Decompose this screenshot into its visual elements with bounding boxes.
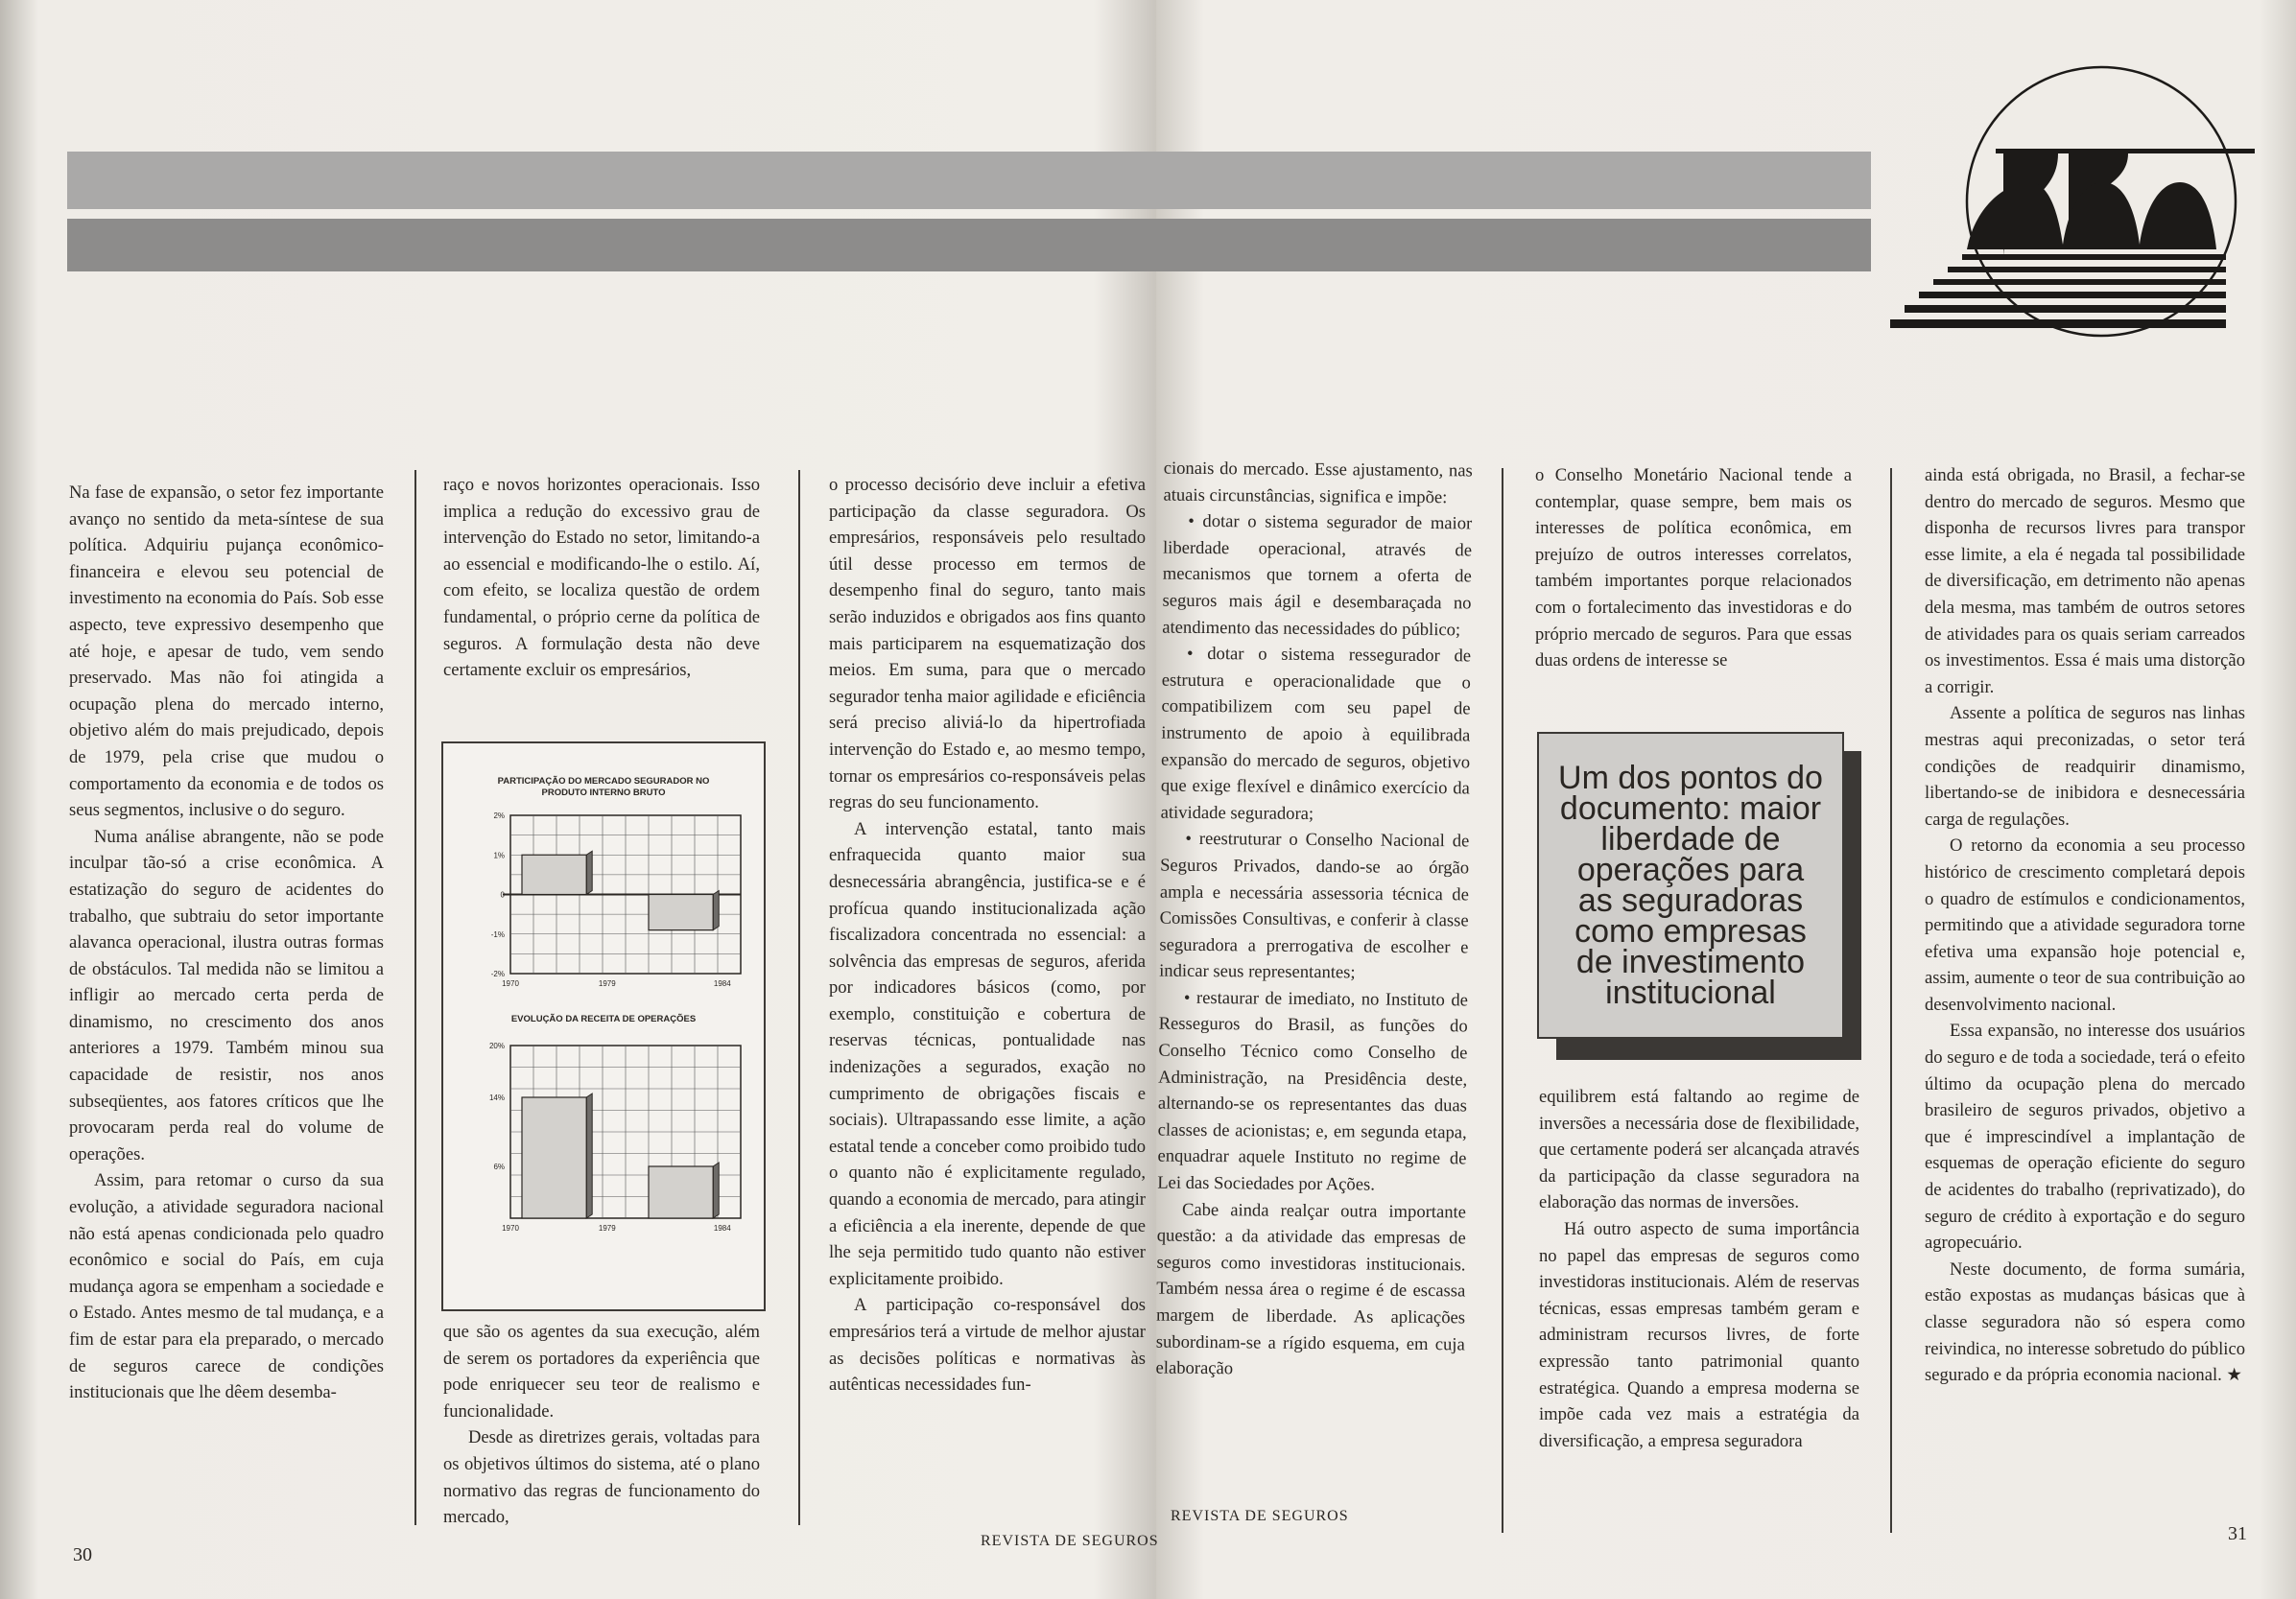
text-column-1 <box>69 480 384 1535</box>
page-number-left: 30 <box>73 1544 92 1565</box>
bar <box>522 855 586 894</box>
bar <box>649 1166 713 1218</box>
column-rule <box>798 470 800 1525</box>
y-tick-label: -2% <box>490 970 505 978</box>
bar <box>649 895 713 930</box>
paragraph: equilibrem está faltando ao regime de inversões a necessária dose de flexibilidade, que certamente poderá ser alcançada através da participação da classe seguradora na elaboração das normas de inversões. <box>1539 1087 1859 1213</box>
paragraph: que são os agentes da sua execução, além de serem os portadores da experiência que pode enriquecer seu teor de realismo e funcionalidade. <box>443 1322 760 1422</box>
x-tick-label: 1979 <box>598 979 616 988</box>
y-tick-label: 14% <box>488 1093 505 1102</box>
pull-quote-text: Um dos pontos do documento: maior liberdade de operações para as seguradoras como empresas de investimento institucional <box>1558 760 1823 1011</box>
paragraph: O retorno da economia a seu processo histórico de crescimento completará depois o quadro de estímulos e condicionamentos, permitindo que a atividade seguradora torne efetiva uma expansão hoje potencial e, assim, aumente o teor de sua contribuição ao desenvolvimento nacional. <box>1925 835 2245 1015</box>
paragraph: Assente a política de seguros nas linhas mestras aqui preconizadas, o setor terá condições de readquirir dinamismo, libertando-se de inibidora e desnecessária carga de regulações. <box>1925 703 2245 830</box>
x-tick-label: 1979 <box>598 1224 616 1233</box>
bar-side <box>713 891 719 930</box>
bullet-item: • dotar o sistema ressegurador de estrutura e operacionalidade que o compatibilizem com seu papel de instrumento de apoio à equilibrada expansão do mercado de seguros, objetivo que exige flexível e dinâmico exercício da atividade seguradora; <box>1160 643 1472 824</box>
bullet-item: • reestruturar o Conselho Nacional de Seguros Privados, dando-se ao órgão ampla e necessária assessoria técnica de Comissões Consultivas, e conferir à classe seguradora a prerrogativa de escolher e indicar seus representantes; <box>1159 829 1470 983</box>
column-rule <box>414 470 416 1525</box>
paragraph: cionais do mercado. Esse ajustamento, nas atuais circunstâncias, significa e impõe: <box>1163 458 1473 507</box>
y-tick-label: 6% <box>493 1163 505 1171</box>
x-tick-label: 1970 <box>502 979 519 988</box>
y-tick-label: 1% <box>493 851 505 860</box>
charts-figure <box>441 741 766 1311</box>
paragraph: o Conselho Monetário Nacional tende a contemplar, quase sempre, bem mais os interesses de política econômica, em prejuízo de outros interesses correlatos, também importantes porque relacionados com o fortalecimento das investidoras e do próprio mercado de seguros. Para que essas duas ordens de interesse se <box>1535 465 1852 671</box>
pull-quote <box>1537 732 1844 1039</box>
paragraph: Desde as diretrizes gerais, voltadas para os objetivos últimos do sistema, até o plano normativo das regras de funcionamento do mercado, <box>443 1427 760 1528</box>
x-tick-label: 1984 <box>713 979 731 988</box>
paragraph: A participação co-responsável dos empresários terá a virtude de melhor ajustar as decisões políticas e normativas às autênticas necessidades fun- <box>829 1295 1146 1396</box>
text-column-5-bottom <box>1539 1084 1859 1525</box>
running-head-right: REVISTA DE SEGUROS <box>1171 1508 1349 1524</box>
page-number-right: 31 <box>2228 1523 2247 1544</box>
text-column-3 <box>829 472 1146 1527</box>
paragraph: Essa expansão, no interesse dos usuários do seguro e de toda a sociedade, terá o efeito último da ocupação plena do mercado brasileiro de seguros privados, objetivo a que é imprescindível a implantação de esquemas de operação eficiente do seguro de acidentes do trabalho (reprivatizado), do seguro de crédito à exportação e do seguro agropecuário. <box>1925 1021 2245 1254</box>
bullet-item: • dotar o sistema segurador de maior liberdade operacional, através de mecanismos que tornem a oferta de seguros mais ágil e desembaraçada no atendimento das necessidades do público; <box>1162 511 1473 640</box>
chart-title: PRODUTO INTERNO BRUTO <box>541 788 666 798</box>
paragraph: raço e novos horizontes operacionais. Isso implica a redução do excessivo grau de intervenção do Estado no setor, limitando-a ao essencial e modificando-lhe o estilo. Aí, com efeito, se localiza questão de ordem fundamental, o próprio cerne da política de seguros. A formulação desta não deve certamente excluir os empresários, <box>443 475 760 681</box>
bar-side <box>586 1093 592 1218</box>
paragraph: A intervenção estatal, tanto mais enfraquecida quanto maior sua desnecessária abrangência, justifica-se e é profícua quando institucionalizada ação fiscalizadora concentrada no essencial: a solvência das empresas de seguros, aferida por indicadores básicos (como, por exemplo, constituição e cobertura de reservas técnicas, pontualidade nas indenizações a segurados, exação no cumprimento de obrigações fiscais e sociais). Ultrapassando esse limite, a ação estatal tende a conceber como proibido tudo o quanto não é explicitamente regulado, quando a economia de mercado, para atingir a eficiência a ela inerente, depende de que lhe seja permitido tudo quanto não estiver explicitamente proibido. <box>829 818 1146 1289</box>
header-stripe-top <box>67 152 1871 209</box>
running-head-left: REVISTA DE SEGUROS <box>981 1533 1159 1549</box>
text-column-5-top <box>1535 462 1852 712</box>
bar-side <box>713 1163 719 1218</box>
bar <box>522 1097 586 1218</box>
charts-svg <box>443 743 764 1309</box>
y-tick-label: 2% <box>493 811 505 820</box>
paragraph: o processo decisório deve incluir a efetiva participação da classe seguradora. Os empresários, responsáveis pelo resultado útil desse processo em termos de desempenho final do seguro, tanto mais serão induzidos e obrigados aos fins quanto mais participarem na esquematização dos meios. Em suma, para que o mercado segurador tenha maior agilidade e eficiência será preciso aliviá-lo da hipertrofiada intervenção do Estado e, ao mesmo tempo, tornar os empresários co-responsáveis pelas regras do seu funcionamento. <box>829 475 1146 813</box>
text-column-4 <box>1154 456 1473 1528</box>
paragraph: Assim, para retomar o curso da sua evolução, a atividade seguradora nacional não está apenas condicionada pelo quadro econômico e social do País, em cuja mudança agora se empenham a sociedade e o Estado. Antes mesmo de tal mudança, e a fim de estar para ela preparado, o mercado de seguros carece de condições institucionais que lhe dêem desemba- <box>69 1170 384 1403</box>
paragraph: Na fase de expansão, o setor fez importante avanço no sentido da meta-síntese de sua política. Adquiriu pujança econômico-financeira e elevou seu potencial de investimento na economia do País. Sob esse aspecto, teve expressivo desempenho que até hoje, e apesar de tudo, vem sendo preservado. Mas não foi atingida a ocupação plena do mercado interno, objetivo além do mais prejudicado, depois de 1979, pela crise que mudou o comportamento da economia e de todos os seus segmentos, inclusive o do seguro. <box>69 482 384 821</box>
show-through-text <box>325 341 341 388</box>
x-tick-label: 1970 <box>502 1224 519 1233</box>
text-column-6 <box>1925 462 2245 1527</box>
paragraph: Neste documento, de forma sumária, estão expostas as mudanças básicas que à classe seguradora não só espera como reivindica, no interesse sobretudo do público segurado e da própria economia nacional. ★ <box>1925 1258 2245 1386</box>
y-tick-label: 0 <box>500 890 505 900</box>
y-tick-label: 20% <box>488 1042 505 1050</box>
chart-title: EVOLUÇÃO DA RECEITA DE OPERAÇÕES <box>510 1014 697 1024</box>
paragraph: Numa análise abrangente, não se pode inculpar tão-só a crise econômica. A estatização do seguro de acidentes do trabalho, que subtraiu do setor importante alavanca operacional, ilustra outras formas de obstáculos. Tal medida não se limitou a infligir ao mercado certa perda de dinamismo, no crescimento dos anos anteriores a 1979. Também minou sua capacidade de resistir, nos anos subseqüentes, aos fatores críticos que lhe provocaram perda real do volume de operações. <box>69 826 384 1164</box>
text-column-2-top <box>443 472 760 736</box>
chart-title: PARTICIPAÇÃO DO MERCADO SEGURADOR NO <box>497 776 710 787</box>
paragraph: ainda está obrigada, no Brasil, a fechar-se dentro do mercado de seguros. Mesmo que disponha de recursos livres para transpor esse limite, a ela é negada tal possibilidade de diversificação, em detrimento não apenas dela mesma, mas também de outros setores de atividades para os quais seriam carreados os investimentos. Essa é mais uma distorção a corrigir. <box>1925 465 2245 697</box>
paragraph: Há outro aspecto de suma importância no papel das empresas de seguros como investidoras institucionais. Além de reservas técnicas, essas empresas também geram e administram recursos livres, de forte expressão tanto patrimonial quanto estratégica. Quando a empresa moderna se impõe cada vez mais a estratégia da diversificação, a empresa seguradora <box>1539 1218 1859 1451</box>
header-stripe-bottom <box>67 219 1871 271</box>
y-tick-label: -1% <box>490 929 505 939</box>
magazine-logo-emblem <box>1852 58 2274 364</box>
x-tick-label: 1984 <box>713 1224 731 1233</box>
column-rule <box>1502 468 1503 1533</box>
bullet-item: • restaurar de imediato, no Instituto de Resseguros do Brasil, as funções do Conselho Técnico como Conselho de Administração, na Presidência deste, alternando-se os representantes das duas classes de acionistas; e, em segunda etapa, enquadrar aquele Instituto no regime de Lei das Sociedades por Ações. <box>1157 987 1469 1195</box>
text-column-2-bottom <box>443 1319 760 1540</box>
paragraph: Cabe ainda realçar outra importante questão: a da atividade das empresas de seguros como investidoras institucionais. Também nessa área o regime é de escassa margem de liberdade. As aplicações subordinam-se a rígido esquema, em cuja elaboração <box>1155 1199 1467 1379</box>
column-rule <box>1890 468 1892 1533</box>
bar-side <box>586 851 592 894</box>
